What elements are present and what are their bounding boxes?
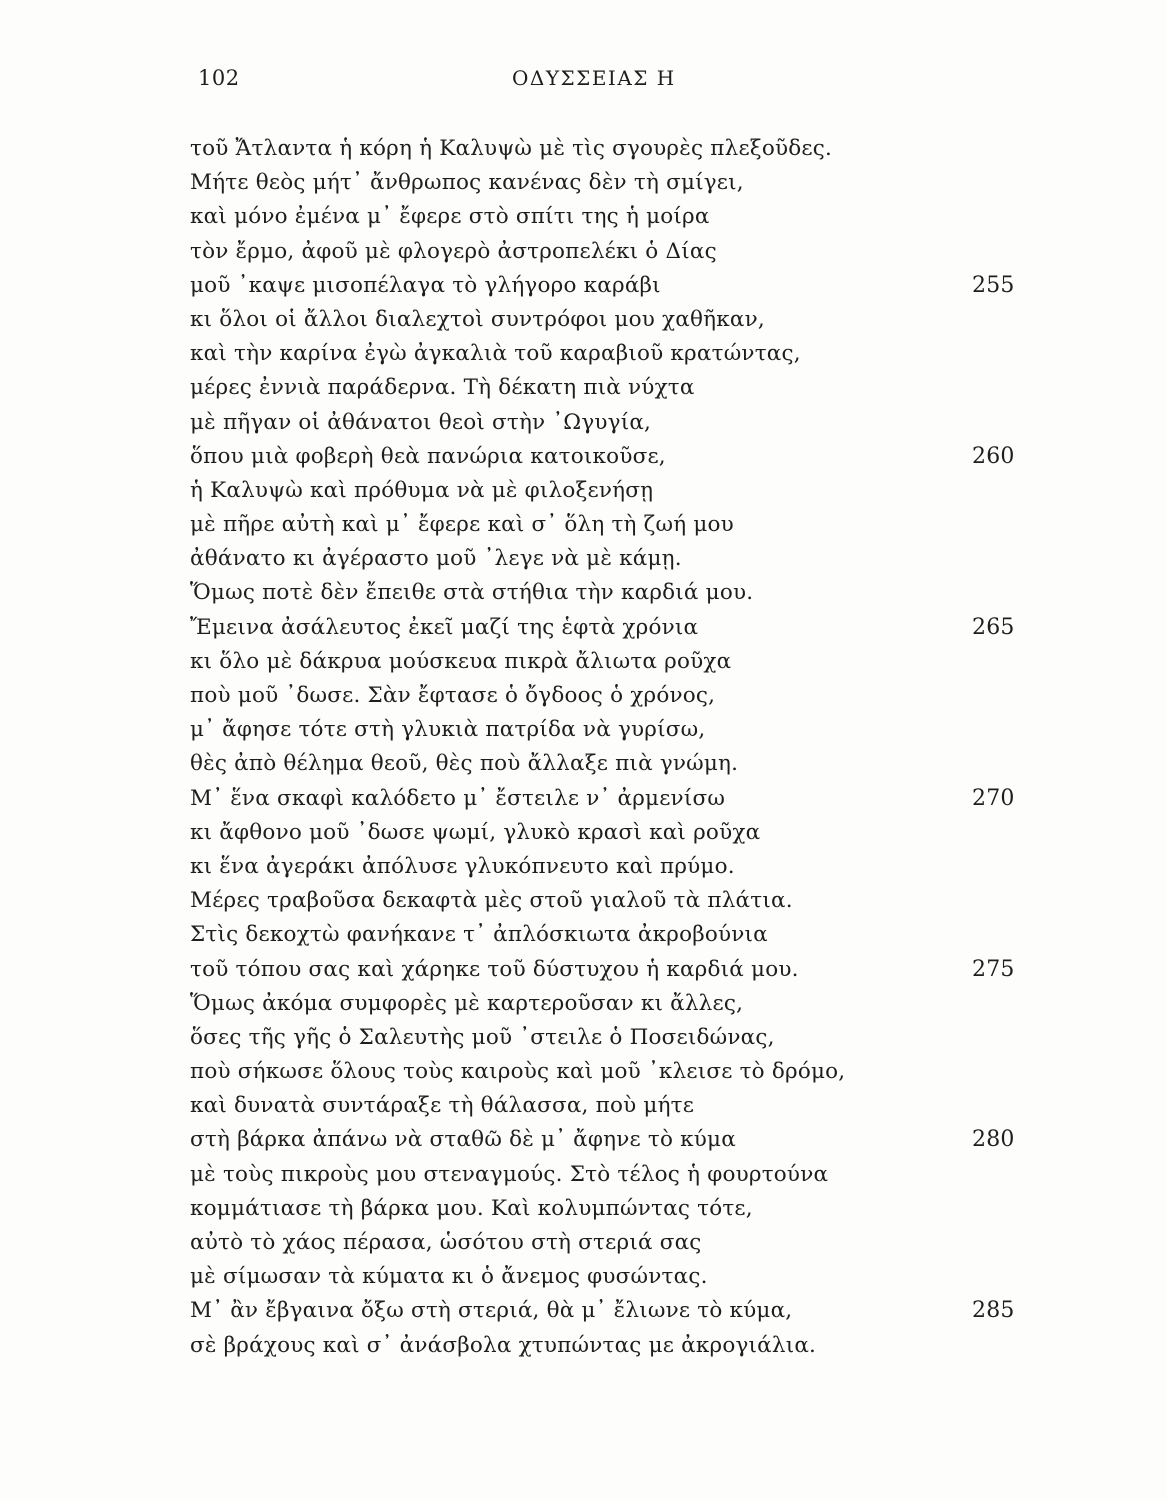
verse-line bbox=[190, 1123, 1050, 1157]
verse-line bbox=[190, 440, 1050, 474]
verse-text: ἀθάνατο κι ἀγέραστο μοῦ ᾽λεγε νὰ μὲ κάμῃ. bbox=[190, 546, 682, 572]
verse-line bbox=[190, 884, 1050, 918]
verse-text: κι ὅλοι οἱ ἄλλοι διαλεχτοὶ συντρόφοι μου χαθῆκαν, bbox=[190, 306, 765, 332]
verse-line bbox=[190, 850, 1050, 884]
verse-text: κι ἄφθονο μοῦ ᾽δωσε ψωμί, γλυκὸ κρασὶ καὶ ροῦχα bbox=[190, 819, 761, 845]
verse-line bbox=[190, 1158, 1050, 1192]
verse-text: ὅσες τῆς γῆς ὁ Σαλευτὴς μοῦ ᾽στειλε ὁ Ποσειδώνας, bbox=[190, 1024, 775, 1050]
verse-line bbox=[190, 816, 1050, 850]
verse-text: Ἔμεινα ἀσάλευτος ἐκεῖ μαζί της ἑφτὰ χρόνια bbox=[190, 614, 699, 640]
verse-text: μ᾽ ἄφησε τότε στὴ γλυκιὰ πατρίδα νὰ γυρίσω, bbox=[190, 717, 706, 743]
verse-line bbox=[190, 953, 1050, 987]
verse-line bbox=[190, 406, 1050, 440]
verse-text: μοῦ ᾽καψε μισοπέλαγα τὸ γλήγορο καράβι bbox=[190, 272, 661, 298]
verse-text: καὶ δυνατὰ συντάραξε τὴ θάλασσα, ποὺ μήτε bbox=[190, 1093, 695, 1119]
verse-text: κι ὅλο μὲ δάκρυα μούσκευα πικρὰ ἄλιωτα ροῦχα bbox=[190, 648, 732, 674]
verse-text: ποὺ σήκωσε ὅλους τοὺς καιροὺς καὶ μοῦ ᾽κλεισε τὸ δρόμο, bbox=[190, 1059, 846, 1085]
verse-text: τοῦ Ἄτλαντα ἡ κόρη ἡ Καλυψὼ μὲ τὶς σγουρὲς πλεξοῦδες. bbox=[190, 136, 832, 161]
verse-text: κομμάτιασε τὴ βάρκα μου. Καὶ κολυμπώντας τότε, bbox=[190, 1195, 753, 1221]
verse-text: σὲ βράχους καὶ σ᾽ ἀνάσβολα χτυπώντας με ἀκρογιάλια. bbox=[190, 1332, 817, 1358]
line-number: 260 bbox=[972, 443, 1015, 469]
verse-line bbox=[190, 576, 1050, 610]
verse-line bbox=[190, 1192, 1050, 1226]
verse-text: Μέρες τραβοῦσα δεκαφτὰ μὲς στοῦ γιαλοῦ τὰ πλάτια. bbox=[190, 888, 793, 914]
verse-text: θὲς ἀπὸ θέλημα θεοῦ, θὲς ποὺ ἄλλαξε πιὰ γνώμη. bbox=[190, 751, 739, 777]
verse-line bbox=[190, 782, 1050, 816]
line-number: 255 bbox=[972, 272, 1015, 298]
verse-line bbox=[190, 474, 1050, 508]
verse-text: Στὶς δεκοχτὼ φανήκανε τ᾽ ἀπλόσκιωτα ἀκροβούνια bbox=[190, 922, 768, 948]
verse-line bbox=[190, 918, 1050, 952]
verse-line bbox=[190, 166, 1050, 200]
verse-line bbox=[190, 747, 1050, 781]
verse-line bbox=[190, 713, 1050, 747]
verse-line bbox=[190, 542, 1050, 576]
verse-text: τοῦ τόπου σας καὶ χάρηκε τοῦ δύστυχου ἡ καρδιά μου. bbox=[190, 956, 799, 982]
verse-text: μὲ σίμωσαν τὰ κύματα κι ὁ ἄνεμος φυσώντας. bbox=[190, 1264, 708, 1290]
verse-line bbox=[190, 235, 1050, 269]
verse-line bbox=[190, 508, 1050, 542]
line-number: 280 bbox=[972, 1127, 1015, 1153]
verse-line bbox=[190, 200, 1050, 234]
verse-line bbox=[190, 269, 1050, 303]
verse-text: Μ᾽ ἂν ἔβγαινα ὄξω στὴ στεριά, θὰ μ᾽ ἔλιωνε τὸ κύμα, bbox=[190, 1298, 793, 1324]
verse-text: στὴ βάρκα ἀπάνω νὰ σταθῶ δὲ μ᾽ ἄφηνε τὸ κύμα bbox=[190, 1127, 736, 1153]
verse-line bbox=[190, 337, 1050, 371]
line-number: 265 bbox=[972, 614, 1015, 640]
verse-text: μὲ τοὺς πικροὺς μου στεναγμούς. Στὸ τέλος ἡ φουρτούνα bbox=[190, 1161, 829, 1187]
verse-line bbox=[190, 611, 1050, 645]
book-title: ΟΔΥΣΣΕΙΑΣ Η bbox=[512, 66, 676, 90]
verse-line bbox=[190, 679, 1050, 713]
line-number: 285 bbox=[972, 1298, 1015, 1324]
verse-text: τὸν ἔρμο, ἀφοῦ μὲ φλογερὸ ἀστροπελέκι ὁ Δίας bbox=[190, 238, 717, 264]
verse-block bbox=[190, 132, 1050, 1363]
verse-line bbox=[190, 1021, 1050, 1055]
verse-text: κι ἕνα ἀγεράκι ἀπόλυσε γλυκόπνευτο καὶ πρύμο. bbox=[190, 853, 735, 879]
verse-text: μέρες ἐννιὰ παράδερνα. Τὴ δέκατη πιὰ νύχτα bbox=[190, 375, 695, 401]
verse-text: μὲ πῆγαν οἱ ἀθάνατοι θεοὶ στὴν ᾽Ωγυγία, bbox=[190, 409, 652, 435]
verse-text: Ὅμως ποτὲ δὲν ἔπειθε στὰ στήθια τὴν καρδιά μου. bbox=[190, 580, 754, 606]
line-number: 275 bbox=[972, 956, 1015, 982]
verse-text: καὶ τὴν καρίνα ἐγὼ ἀγκαλιὰ τοῦ καραβιοῦ κρατώντας, bbox=[190, 341, 801, 367]
verse-text: Μ᾽ ἕνα σκαφὶ καλόδετο μ᾽ ἔστειλε ν᾽ ἀρμενίσω bbox=[190, 785, 726, 811]
running-head bbox=[0, 66, 1167, 96]
verse-line bbox=[190, 132, 1050, 166]
verse-text: μὲ πῆρε αὐτὴ καὶ μ᾽ ἔφερε καὶ σ᾽ ὅλη τὴ ζωή μου bbox=[190, 512, 734, 538]
verse-text: Ὅμως ἀκόμα συμφορὲς μὲ καρτεροῦσαν κι ἄλλες, bbox=[190, 990, 744, 1016]
page-number: 102 bbox=[198, 66, 240, 90]
verse-text: ὅπου μιὰ φοβερὴ θεὰ πανώρια κατοικοῦσε, bbox=[190, 443, 666, 469]
verse-line bbox=[190, 1055, 1050, 1089]
verse-line bbox=[190, 371, 1050, 405]
verse-text: ἡ Καλυψὼ καὶ πρόθυμα νὰ μὲ φιλοξενήσῃ bbox=[190, 477, 654, 503]
verse-text: αὐτὸ τὸ χάος πέρασα, ὡσότου στὴ στεριά σας bbox=[190, 1230, 702, 1255]
verse-text: ποὺ μοῦ ᾽δωσε. Σὰν ἔφτασε ὁ ὄγδοος ὁ χρόνος, bbox=[190, 683, 716, 708]
verse-line bbox=[190, 1089, 1050, 1123]
verse-line bbox=[190, 1294, 1050, 1328]
verse-text: Μήτε θεὸς μήτ᾽ ἄνθρωπος κανένας δὲν τὴ σμίγει, bbox=[190, 170, 744, 196]
verse-line bbox=[190, 1329, 1050, 1363]
verse-line bbox=[190, 645, 1050, 679]
verse-line bbox=[190, 1260, 1050, 1294]
verse-text: καὶ μόνο ἐμένα μ᾽ ἔφερε στὸ σπίτι της ἡ μοίρα bbox=[190, 204, 710, 230]
verse-line bbox=[190, 987, 1050, 1021]
verse-line bbox=[190, 303, 1050, 337]
verse-line bbox=[190, 1226, 1050, 1260]
line-number: 270 bbox=[972, 785, 1015, 811]
